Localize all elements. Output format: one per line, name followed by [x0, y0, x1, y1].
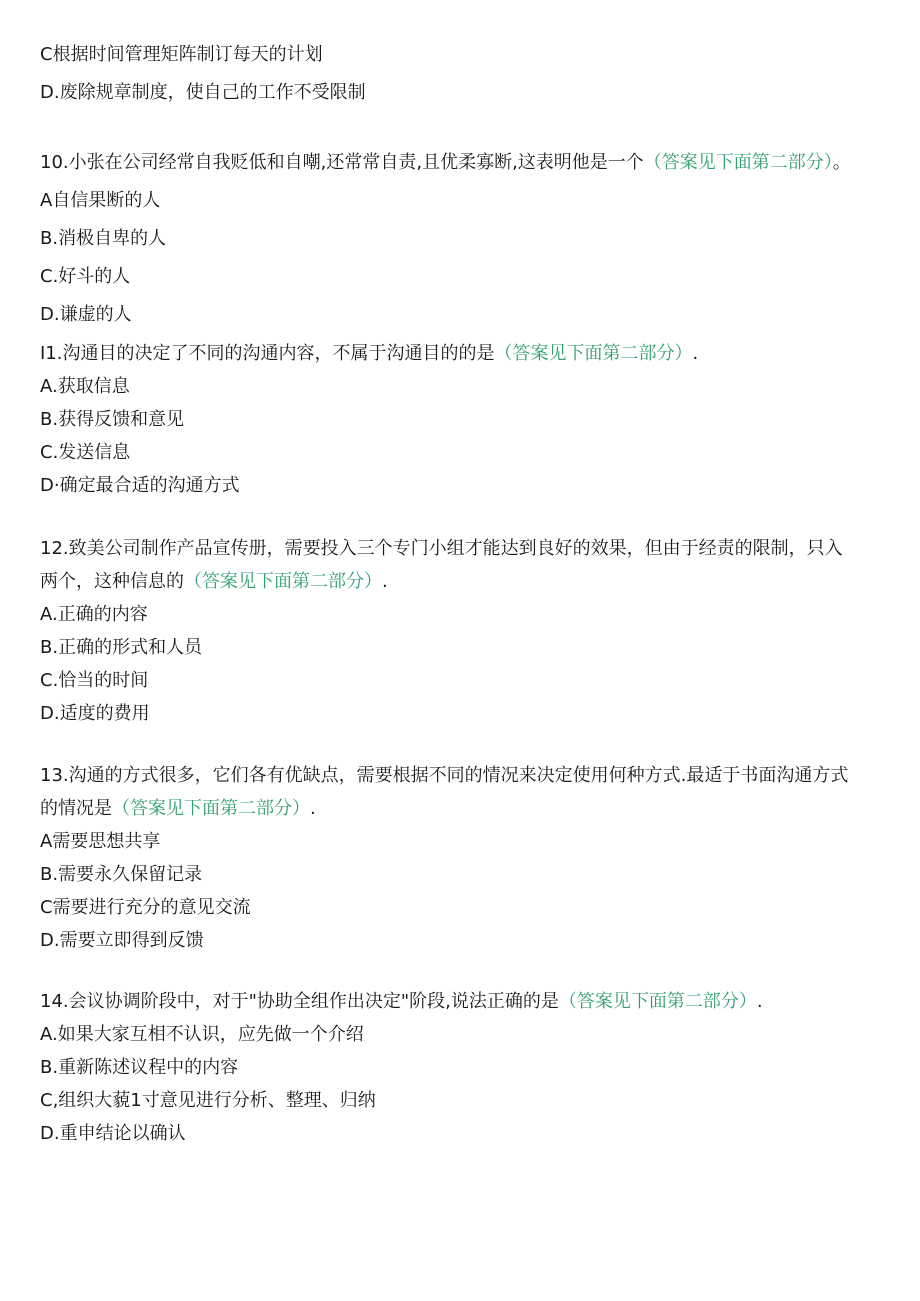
question-11-stem — [40, 342, 698, 366]
question-14-stem — [40, 990, 763, 1014]
question-10-option-b: B.消极自卑的人 — [40, 228, 167, 249]
question-13-stem-line-2 — [40, 797, 316, 821]
question-13-option-c: C需要进行充分的意见交流 — [40, 897, 251, 918]
question-14-option-a: A.如果大家互相不认识，应先做一个介绍 — [40, 1024, 364, 1045]
question-14-option-c: C,组织大藐1寸意见进行分析、整理、归纳 — [40, 1090, 376, 1111]
question-10-stem — [40, 151, 851, 175]
question-12-option-a: A.正确的内容 — [40, 604, 148, 625]
question-12-text: 两个，这种信息的 — [40, 571, 184, 592]
question-13-option-b: B.需要永久保留记录 — [40, 864, 203, 885]
question-13-text: 的情况是 — [40, 798, 112, 819]
question-10-answer-note: （答案见下面第二部分） — [643, 152, 833, 173]
question-14-suffix: . — [756, 991, 763, 1012]
question-12-option-d: D.适度的费用 — [40, 703, 150, 724]
question-12-option-b: B.正确的形式和人员 — [40, 637, 203, 658]
question-12-suffix: . — [382, 571, 388, 592]
question-11-option-b: B.获得反馈和意见 — [40, 409, 185, 430]
question-12-stem-line-1: 12.致美公司制作产品宣传册，需要投入三个专门小组才能达到良好的效果，但由于经责的限制，只入 — [40, 538, 843, 559]
question-11-suffix: . — [692, 343, 699, 364]
question-13-answer-note: （答案见下面第二部分） — [112, 798, 310, 819]
question-11-option-d: D·确定最合适的沟通方式 — [40, 475, 240, 496]
question-12-answer-note: （答案见下面第二部分） — [184, 571, 382, 592]
question-13-stem-line-1: 13.沟通的方式很多，它们各有优缺点，需要根据不同的情况来决定使用何种方式.最适于书面沟通方式 — [40, 765, 849, 786]
question-11-text: I1.沟通目的决定了不同的沟通内容，不属于沟通目的的是 — [40, 343, 495, 364]
question-10-suffix: 。 — [832, 152, 851, 173]
question-14-answer-note: （答案见下面第二部分） — [558, 991, 757, 1012]
question-12-stem-line-2 — [40, 570, 388, 594]
question-14-text: 14.会议协调阶段中，对于"协助全组作出决定"阶段,说法正确的是 — [40, 991, 559, 1012]
option-d-prev: D.废除规章制度，使自己的工作不受限制 — [40, 82, 366, 103]
question-13-option-d: D.需要立即得到反馈 — [40, 930, 204, 951]
question-13-option-a: A需要思想共享 — [40, 831, 161, 852]
question-11-answer-note: （答案见下面第二部分） — [494, 343, 693, 364]
question-14-option-b: B.重新陈述议程中的内容 — [40, 1057, 239, 1078]
question-10-option-c: C.好斗的人 — [40, 266, 131, 287]
question-10-option-d: D.谦虚的人 — [40, 304, 132, 325]
question-11-option-a: A.获取信息 — [40, 376, 130, 397]
question-13-suffix: . — [310, 798, 316, 819]
option-c-prev: C根据时间管理矩阵制订每天的计划 — [40, 44, 323, 65]
question-11-option-c: C.发送信息 — [40, 442, 131, 463]
question-14-option-d: D.重申结论以确认 — [40, 1123, 186, 1144]
question-10-text: 10.小张在公司经常自我贬低和自嘲,还常常自责,且优柔寡断,这表明他是一个 — [40, 152, 644, 173]
question-10-option-a: A自信果断的人 — [40, 190, 161, 211]
question-12-option-c: C.恰当的时间 — [40, 670, 149, 691]
